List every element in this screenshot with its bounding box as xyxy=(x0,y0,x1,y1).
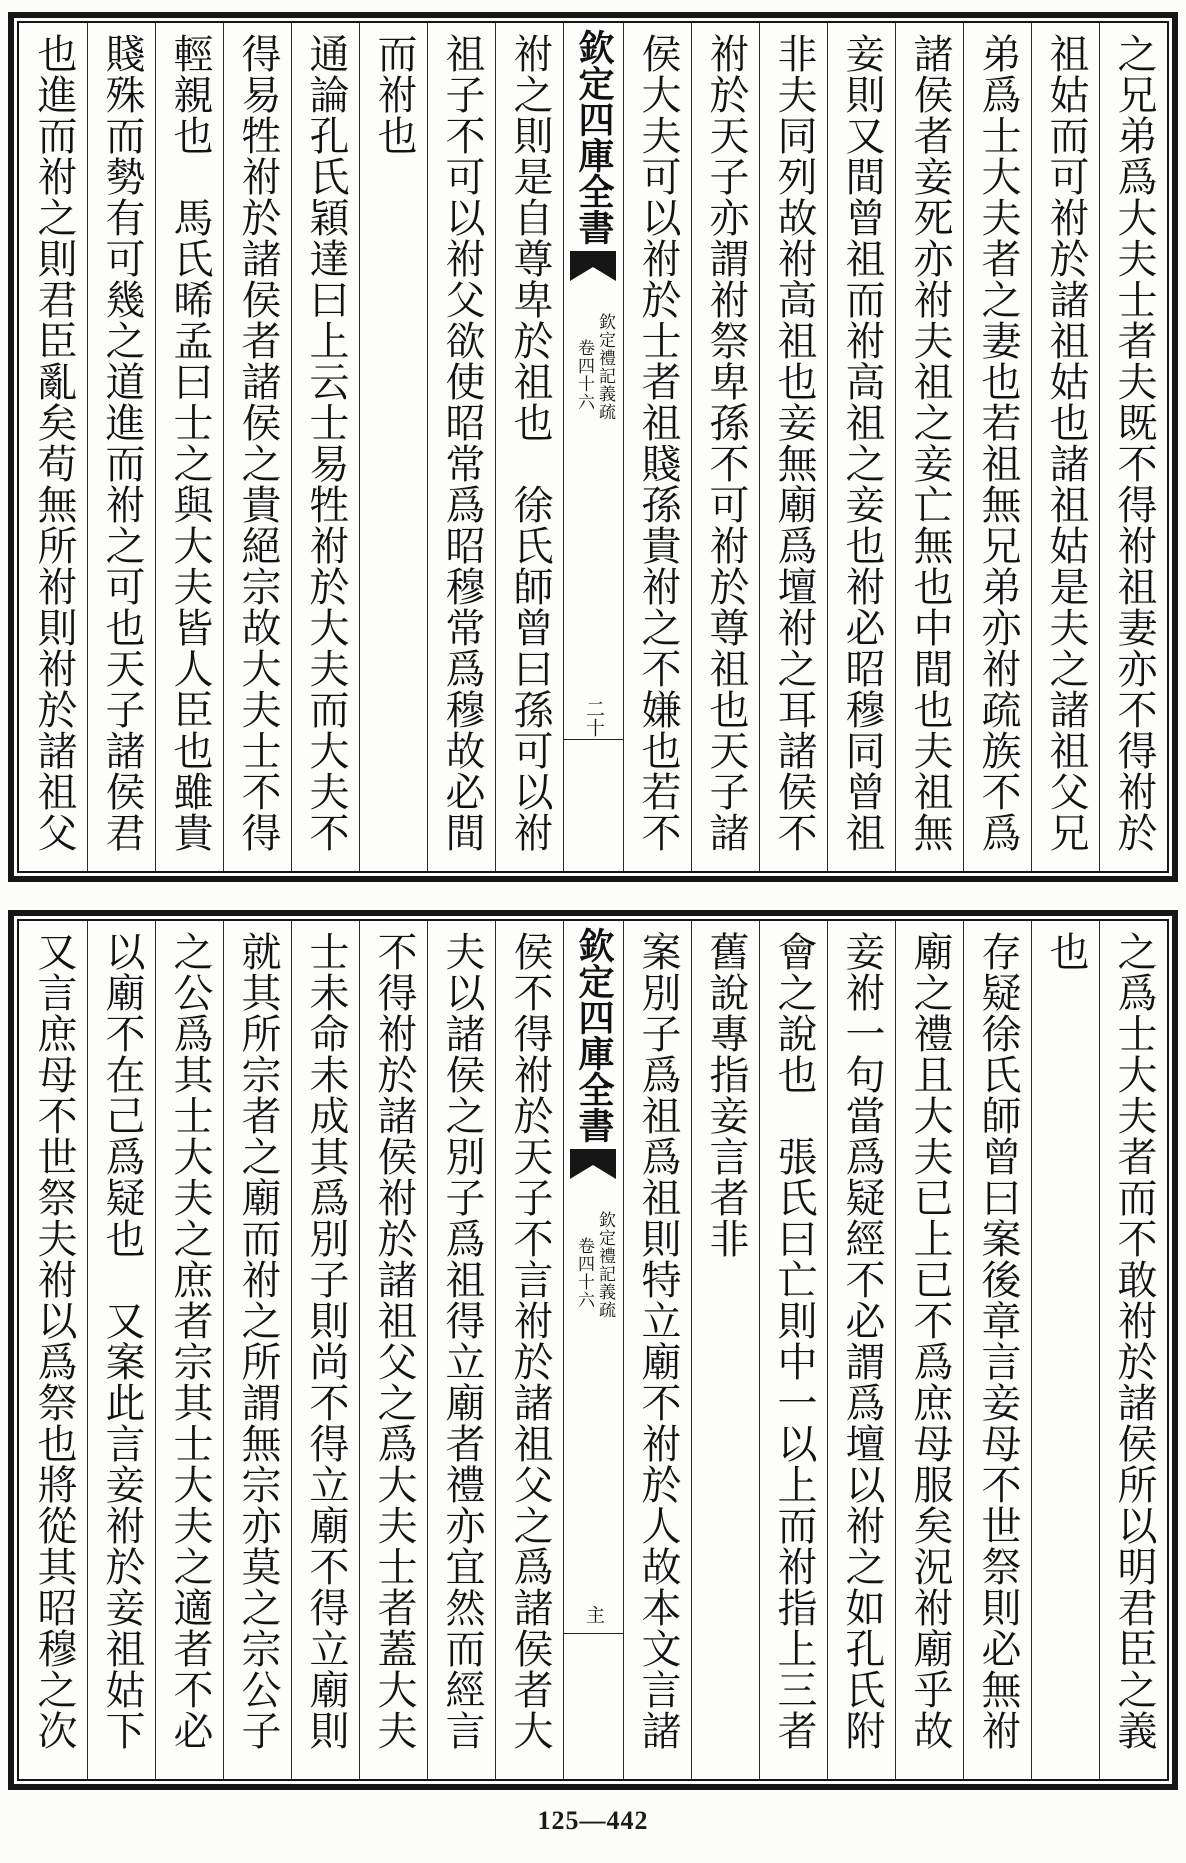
text-column: 而祔也 xyxy=(359,23,427,871)
fishtail-mark-icon xyxy=(570,251,616,285)
text-column: 妾祔一句當爲疑經不必謂爲壇以祔之如孔氏附 xyxy=(827,921,895,1779)
text-column: 夫以諸侯之別子爲祖得立廟者禮亦宜然而經言 xyxy=(427,921,495,1779)
volume-label: 卷四十六 xyxy=(574,339,594,411)
leaf-page-number: 二十 xyxy=(583,699,605,737)
leaf-page-number: 主 xyxy=(583,1605,605,1624)
text-column: 會之說也 張氏曰亡則中一以上而祔指上三者 xyxy=(759,921,827,1779)
book-title: 欽定禮記義疏 xyxy=(595,1211,615,1319)
strip-rule xyxy=(564,1633,623,1634)
reprint-page-reference: 125—442 xyxy=(537,1806,649,1835)
text-column: 之爲士大夫者而不敢祔於諸侯所以明君臣之義 xyxy=(1099,921,1167,1779)
text-column: 案別子爲祖爲祖則特立廟不祔於人故本文言諸 xyxy=(623,921,691,1779)
text-column: 以廟不在己爲疑也 又案此言妾祔於妾祖姑下 xyxy=(87,921,155,1779)
text-column: 祖子不可以祔父欲使昭常爲昭穆常爲穆故必間 xyxy=(427,23,495,871)
top-leaf-columns xyxy=(17,21,1169,873)
text-column: 又言庶母不世祭夫祔以爲祭也將從其昭穆之次 xyxy=(31,931,77,1751)
text-column: 祔之則是自尊卑於祖也 徐氏師曾曰孫可以祔 xyxy=(495,23,563,871)
text-column: 侯大夫可以祔於士者祖賤孫貴祔之不嫌也若不 xyxy=(623,23,691,871)
text-column: 也進而祔之則君臣亂矣苟無所祔則祔於諸祖父 xyxy=(31,33,77,853)
text-column: 諸侯者妾死亦祔夫祖之妾亡無也中間也夫祖無 xyxy=(895,23,963,871)
text-column: 就其所宗者之廟而祔之所謂無宗亦莫之宗公子 xyxy=(223,921,291,1779)
bottom-leaf-frame xyxy=(8,910,1178,1790)
fishtail-mark-icon xyxy=(570,1149,616,1183)
text-column: 之公爲其士大夫之庶者宗其士大夫之適者不必 xyxy=(155,921,223,1779)
text-column: 祔於天子亦謂祔祭卑孫不可祔於尊祖也天子諸 xyxy=(691,23,759,871)
center-fold-strip xyxy=(563,23,623,871)
book-title: 欽定禮記義疏 xyxy=(595,313,615,421)
strip-rule xyxy=(564,739,623,740)
text-column: 侯不得祔於天子不言祔於諸祖父之爲諸侯者大 xyxy=(495,921,563,1779)
text-column: 弟爲士大夫者之妻也若祖無兄弟亦祔疏族不爲 xyxy=(963,23,1031,871)
text-column: 之兄弟爲大夫士者夫既不得祔祖妻亦不得祔於 xyxy=(1099,23,1167,871)
text-column: 士未命未成其爲別子則尚不得立廟不得立廟則 xyxy=(291,921,359,1779)
volume-label: 卷四十六 xyxy=(574,1237,594,1309)
text-column: 賤殊而勢有可幾之道進而祔之可也天子諸侯君 xyxy=(87,23,155,871)
collection-title: 欽定四庫全書 xyxy=(573,29,615,245)
text-column: 得易牲祔於諸侯者諸侯之貴絕宗故大夫士不得 xyxy=(223,23,291,871)
text-column: 祖姑而可祔於諸祖姑也諸祖姑是夫之諸祖父兄 xyxy=(1031,23,1099,871)
collection-title: 欽定四庫全書 xyxy=(573,927,615,1143)
bottom-leaf-columns xyxy=(17,919,1169,1781)
text-column: 廟之禮且大夫已上已不爲庶母服矣況祔廟乎故 xyxy=(895,921,963,1779)
text-column: 也 xyxy=(1031,921,1099,1779)
top-leaf-frame xyxy=(8,12,1178,882)
text-column: 舊說專指妾言者非 xyxy=(691,921,759,1779)
text-column: 通論孔氏穎達曰上云士易牲祔於大夫而大夫不 xyxy=(291,23,359,871)
text-column: 妾則又間曾祖而祔高祖之妾也祔必昭穆同曾祖 xyxy=(827,23,895,871)
text-column: 不得祔於諸侯祔於諸祖父之爲大夫士者蓋大夫 xyxy=(359,921,427,1779)
center-fold-strip xyxy=(563,921,623,1779)
text-column: 輕親也 馬氏晞孟曰士之與大夫皆人臣也雖貴 xyxy=(155,23,223,871)
text-column: 存疑徐氏師曾曰案後章言妾母不世祭則必無祔 xyxy=(963,921,1031,1779)
text-column: 非夫同列故祔高祖也妾無廟爲壇祔之耳諸侯不 xyxy=(759,23,827,871)
